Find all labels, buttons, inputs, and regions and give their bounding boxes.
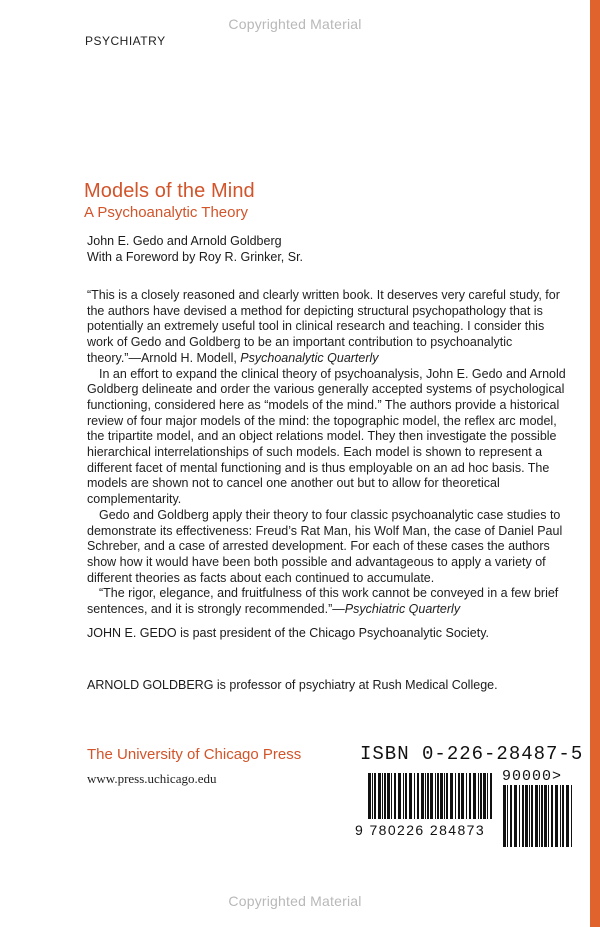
barcode-bar: [535, 785, 538, 847]
barcode-bar: [510, 785, 512, 847]
barcode-bar: [374, 773, 376, 819]
author-block: [87, 233, 303, 265]
barcode-bar: [368, 773, 371, 819]
barcode-bar: [461, 773, 464, 819]
barcode-bar: [522, 785, 524, 847]
barcode-bar: [571, 785, 572, 847]
blurb-text: [87, 288, 567, 618]
barcode-bar: [560, 785, 561, 847]
barcode-bar: [487, 773, 488, 819]
barcode-bar: [446, 773, 448, 819]
barcode-bar: [544, 785, 547, 847]
barcode-bar: [539, 785, 540, 847]
barcode-bar: [473, 773, 476, 819]
barcode-bar: [403, 773, 404, 819]
barcode-bar: [562, 785, 564, 847]
barcode-bar: [382, 773, 383, 819]
barcode-bar: [455, 773, 456, 819]
barcode-bar: [435, 773, 436, 819]
barcode-bar: [427, 773, 429, 819]
publisher-name: The University of Chicago Press: [87, 746, 302, 763]
barcode-bar: [405, 773, 407, 819]
barcode-bar: [414, 773, 415, 819]
barcode-bar: [548, 785, 549, 847]
orange-edge-stripe: [590, 0, 600, 927]
ean-barcode: [368, 773, 494, 819]
barcode-bar: [421, 773, 424, 819]
watermark-top: Copyrighted Material: [228, 16, 362, 32]
barcode-bar: [541, 785, 543, 847]
barcode-bar: [480, 773, 482, 819]
barcode-bar: [372, 773, 373, 819]
barcode-bar: [444, 773, 445, 819]
barcode-bar: [469, 773, 471, 819]
barcode-bar: [425, 773, 426, 819]
book-title: Models of the Mind: [84, 180, 255, 202]
barcode-bar: [529, 785, 530, 847]
barcode-bar: [450, 773, 453, 819]
book-subtitle: A Psychoanalytic Theory: [84, 204, 248, 221]
barcode-bar: [394, 773, 396, 819]
review-quote-1: “This is a closely reasoned and clearly written book. It deserves very careful study, for the authors have devised a method for depicting structural psychopathology that is potentially an extremely useful tool in clinical research and teaching. I consider this work of Gedo and Goldberg to be an important contribution to psychoanalytic theory.”—Arnold H. Modell, Psychoanalytic Quarterly: [87, 288, 560, 365]
barcode-bar: [514, 785, 517, 847]
foreword-credit: With a Foreword by Roy R. Grinker, Sr.: [87, 250, 304, 264]
barcode-bar: [417, 773, 419, 819]
barcode-bar: [378, 773, 381, 819]
barcode-bar: [551, 785, 553, 847]
barcode-bar: [490, 773, 492, 819]
barcode-bar: [440, 773, 443, 819]
publisher-url: www.press.uchicago.edu: [87, 771, 217, 786]
barcode-bar: [391, 773, 392, 819]
description-paragraph-2: Gedo and Goldberg apply their theory to four classic psychoanalytic case studies to demonstrate its effectiveness: Freud’s Rat Man, his Wolf Man, the case of Daniel Paul Schreber, and a case of arrested development. For each of these cases the authors show how it would have been both possible and advantageous to apply a variety of different theories as facts about each continued to accumulate.: [87, 507, 563, 585]
author-names: John E. Gedo and Arnold Goldberg: [87, 234, 282, 248]
author-bio-goldberg: ARNOLD GOLDBERG is professor of psychiatry at Rush Medical College.: [87, 678, 498, 692]
barcode-bar: [387, 773, 390, 819]
review-source-2: Psychiatric Quarterly: [344, 602, 461, 617]
barcode-bar: [531, 785, 533, 847]
barcode-bar: [466, 773, 467, 819]
barcode-bar: [483, 773, 486, 819]
barcode-bar: [398, 773, 401, 819]
barcode-bar: [478, 773, 479, 819]
ean-number: 9 780226 284873: [355, 822, 485, 838]
barcode-bar: [437, 773, 439, 819]
barcode-bar: [503, 785, 506, 847]
addon-barcode: [503, 785, 575, 847]
description-paragraph-1: In an effort to expand the clinical theory of psychoanalysis, John E. Gedo and Arnold Goldberg delineate and order the various generally accepted systems of psychological functioning, considered here as “models of the mind.” The authors provide a historical review of four major models of the mind: the topographic model, the reflex arc model, the tripartite model, and an object relations model. They then investigate the possible hierarchical interrelationships of such models. Each model is shown to represent a different facet of mental functioning and is thus employable on an ad hoc basis. The models are shown not to cancel one another out but to allow for theoretical complementarity.: [87, 366, 566, 507]
barcode-bar: [555, 785, 558, 847]
barcode-bar: [458, 773, 460, 819]
author-bio-gedo: JOHN E. GEDO is past president of the Chicago Psychoanalytic Society.: [87, 626, 490, 640]
barcode-bar: [566, 785, 569, 847]
barcode-bar: [525, 785, 528, 847]
barcode-bar: [519, 785, 520, 847]
review-source-1: Psychoanalytic Quarterly: [240, 350, 379, 365]
isbn-label: ISBN 0-226-28487-5: [360, 743, 584, 765]
barcode-bar: [384, 773, 386, 819]
barcode-bar: [507, 785, 508, 847]
watermark-bottom: Copyrighted Material: [228, 893, 362, 909]
review-quote-2: “The rigor, elegance, and fruitfulness of this work cannot be conveyed in a few brief sentences, and it is strongly recommended.”—Psychiatric Quarterly: [87, 586, 559, 617]
category-label: PSYCHIATRY: [85, 34, 166, 48]
barcode-bar: [430, 773, 433, 819]
price-addon-number: 90000>: [502, 768, 563, 785]
barcode-bar: [409, 773, 412, 819]
